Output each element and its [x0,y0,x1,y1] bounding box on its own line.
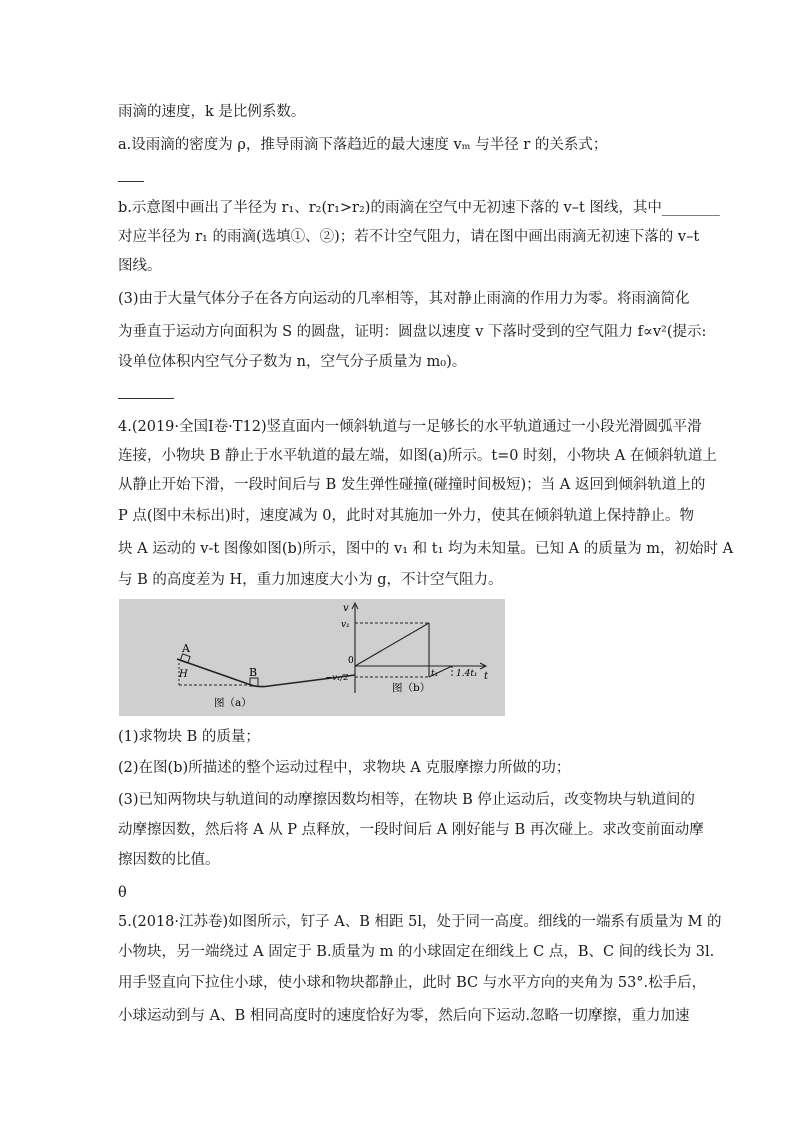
text-line-5: 图线。 [118,258,162,274]
label-a: A [182,642,190,655]
axis-v-label: v [343,603,349,614]
text-line-15: (1)求物块 B 的质量； [118,729,260,745]
text-line-24: 小球运动到与 A、B 相同高度时的速度恰好为零，然后向下运动.忽略一切摩擦，重力加速 [118,1008,690,1024]
caption-b: 图（b） [392,682,431,694]
text-line-20: θ [118,885,127,901]
accel-segment [355,623,429,666]
text-line-9: 4.(2019·全国Ⅰ卷·T12)竖直面内一倾斜轨道与一足够长的水平轨道通过一小段光滑圆弧平滑 [118,419,702,435]
text-line-17: (3)已知两物块与轨道间的动摩擦因数均相等，在物块 B 停止运动后，改变物块与轨道间的 [118,792,695,808]
figure-b-vt-graph [325,603,489,694]
t1-label: t₁ [431,669,439,679]
v1-label: v₁ [341,620,350,630]
text-line-14: 与 B 的高度差为 H，重力加速度大小为 g，不计空气阻力。 [118,572,503,588]
figure-track-and-vt-graph [119,599,505,716]
text-line-8: 设单位体积内空气分子数为 n，空气分子质量为 m₀)。 [118,354,467,370]
text-line-3: b.示意图中画出了半径为 r₁、r₂(r₁>r₂)的雨滴在空气中无初速下落的 v–t 图线，其中________ [118,200,720,216]
block-a-shape [180,654,190,663]
figure-svg [119,599,505,716]
text-line-21: 5.(2018·江苏卷)如图所示，钉子 A、B 相距 5l，处于同一高度。细线的一端系有质量为 M 的 [118,914,722,930]
text-line-13: 块 A 运动的 v-t 图像如图(b)所示，图中的 v₁ 和 t₁ 均为未知量。已知 A 的质量为 m，初始时 A [118,541,734,557]
blank-rule [118,181,144,182]
text-line-22: 小物块，另一端绕过 A 固定于 B.质量为 m 的小球固定在细线上 C 点，B、C 间的线长为 3l. [118,944,715,960]
text-line-7: 为垂直于运动方向面积为 S 的圆盘，证明：圆盘以速度 v 下落时受到的空气阻力 f∝v²(提示: [118,324,707,340]
caption-a: 图（a） [214,697,252,709]
text-line-12: P 点(图中未标出)时，速度减为 0，此时对其施加一外力，使其在倾斜轨道上保持静止。物 [118,508,695,524]
text-line-4: 对应半径为 r₁ 的雨滴(选填①、②)；若不计空气阻力，请在图中画出雨滴无初速下落的 v–t [118,229,700,245]
origin-label: 0 [348,656,354,666]
axis-t-label: t [484,671,489,682]
text-line-16: (2)在图(b)所描述的整个运动过程中，求物块 A 克服摩擦力所做的功； [118,760,571,776]
text-line-10: 连接，小物块 B 静止于水平轨道的最左端，如图(a)所示。t=0 时刻，小物块 A 在倾斜轨道上 [118,448,717,464]
text-line-6: (3)由于大量气体分子在各方向运动的几率相等，其对静止雨滴的作用力为零。将雨滴简化 [118,291,690,307]
text-line-11: 从静止开始下滑，一段时间后与 B 发生弹性碰撞(碰撞时间极短)；当 A 返回到倾斜轨道上的 [118,477,706,493]
text-line-2: a.设雨滴的密度为 ρ，推导雨滴下落趋近的最大速度 vₘ 与半径 r 的关系式； [118,137,608,153]
text-line-23: 用手竖直向下拉住小球，使小球和物块都静止，此时 BC 与水平方向的夹角为 53°.松手后， [118,975,707,991]
blank-rule [118,398,174,399]
t14-label: 1.4t₁ [456,669,478,679]
text-line-1: 雨滴的速度，k 是比例系数。 [118,104,306,120]
text-line-18: 动摩擦因数，然后将 A 从 P 点释放，一段时间后 A 刚好能与 B 再次碰上。求改变前面动摩 [118,822,704,838]
text-line-19: 擦因数的比值。 [118,852,220,868]
neg-half-v1-label: −v₁/2 [325,673,349,683]
label-b: B [249,666,258,679]
label-h: H [179,669,188,680]
